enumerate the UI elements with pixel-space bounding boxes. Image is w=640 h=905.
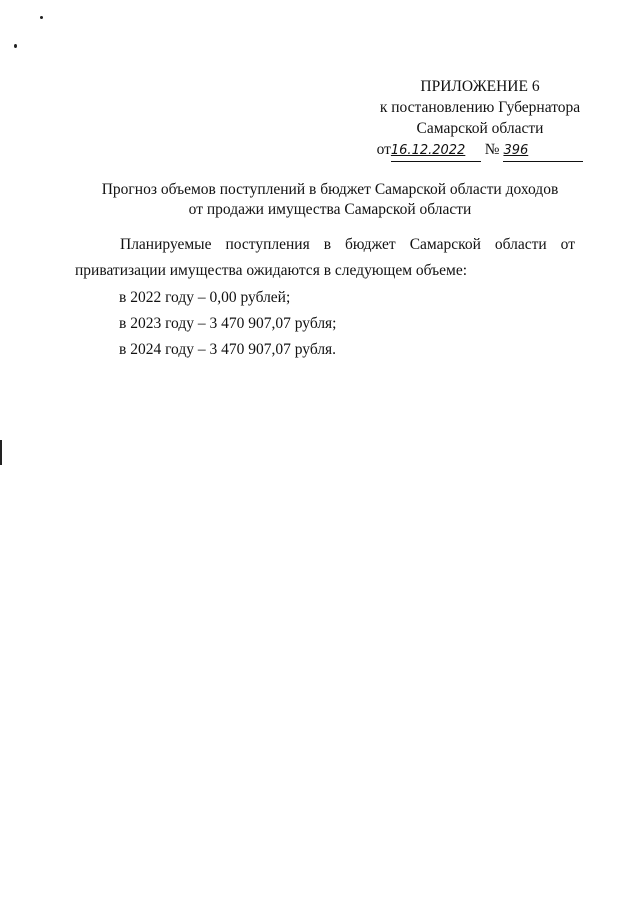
scan-speck (14, 44, 17, 48)
scan-edge-mark (0, 440, 2, 465)
title-line: Прогноз объемов поступлений в бюджет Самарской области доходов (101, 181, 559, 198)
from-prefix: от (376, 141, 391, 158)
appendix-label: ПРИЛОЖЕНИЕ 6 (420, 78, 540, 95)
number-prefix: № (484, 141, 500, 158)
title-line: от продажи имущества Самарской области (188, 201, 472, 218)
scan-speck (40, 16, 43, 19)
appendix-region: Самарской области (416, 120, 544, 137)
handwritten-number: 396 (503, 143, 529, 158)
appendix-decree: к постановлению Губернатора (379, 99, 581, 116)
appendix-header (360, 76, 600, 162)
appendix-date-number (360, 139, 600, 162)
forecast-item-2024: в 2024 году – 3 470 907,07 рубля. (119, 341, 337, 358)
forecast-item-2023: в 2023 году – 3 470 907,07 рубля; (119, 315, 337, 332)
body-paragraph: Планируемые поступления в бюджет Самарской области от приватизации имущества ожидаются в следующем объеме: (75, 236, 575, 279)
document-title (60, 180, 600, 220)
forecast-item-2022: в 2022 году – 0,00 рублей; (119, 289, 291, 306)
handwritten-date: 16.12.2022 (390, 143, 466, 158)
